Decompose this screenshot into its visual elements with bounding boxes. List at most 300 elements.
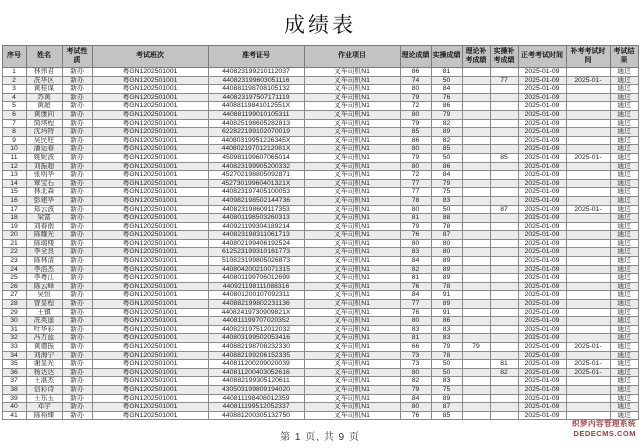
cell: 2025-01-09 — [518, 257, 566, 266]
cell: 79 — [400, 222, 431, 231]
cell: 吴民柱 — [26, 136, 62, 145]
cell: 叉车司机N1 — [304, 394, 400, 403]
cell: 91 — [431, 291, 462, 300]
cell: 85 — [431, 145, 462, 154]
cell: 50 — [431, 76, 462, 85]
cell: 邓宇 — [26, 403, 62, 412]
cell: 新办 — [62, 377, 92, 386]
cell: 叉车司机N1 — [304, 317, 400, 326]
cell — [566, 136, 610, 145]
cell: 44080319951226345X — [208, 136, 304, 145]
cell: 粤GN1202501001 — [92, 171, 208, 180]
cell: 新办 — [62, 76, 92, 85]
cell: 44082419730909821X — [208, 308, 304, 317]
cell — [462, 403, 490, 412]
header-row — [2, 46, 638, 68]
cell: 2025-01- — [566, 368, 610, 377]
cell: 粤GN1202501001 — [92, 317, 208, 326]
cell — [462, 205, 490, 214]
score-table — [2, 45, 639, 420]
cell: 82 — [431, 119, 462, 128]
cell: 50 — [431, 368, 462, 377]
cell: 440823198311061713 — [208, 231, 304, 240]
cell: 简琪程 — [26, 119, 62, 128]
cell: 叉车司机N1 — [304, 171, 400, 180]
cell: 79 — [400, 385, 431, 394]
cell: 王镇 — [26, 308, 62, 317]
table-row — [2, 334, 638, 343]
cell: 新办 — [62, 282, 92, 291]
cell: 叉车司机N1 — [304, 291, 400, 300]
cell — [490, 222, 518, 231]
cell: 80 — [431, 248, 462, 257]
cell: 新办 — [62, 317, 92, 326]
cell: 82 — [490, 368, 518, 377]
column-header: 考试结果 — [610, 46, 638, 68]
table-row — [2, 231, 638, 240]
cell: 新办 — [62, 85, 92, 94]
cell: 叉车司机N1 — [304, 162, 400, 171]
cell — [566, 265, 610, 274]
column-header: 正考考试时间 — [518, 46, 566, 68]
cell: 粤GN1202501001 — [92, 274, 208, 283]
cell: 叉车司机N1 — [304, 136, 400, 145]
cell: 80 — [400, 110, 431, 119]
cell — [490, 325, 518, 334]
cell: 通过 — [610, 179, 638, 188]
cell — [566, 102, 610, 111]
cell: 7 — [2, 119, 26, 128]
cell — [566, 300, 610, 309]
cell — [490, 231, 518, 240]
column-header: 姓名 — [26, 46, 62, 68]
table-row — [2, 274, 638, 283]
cell: 粤GN1202501001 — [92, 205, 208, 214]
cell: 5 — [2, 102, 26, 111]
page-title: 成绩表 — [284, 13, 356, 37]
table-row — [2, 162, 638, 171]
cell: 2025-01-09 — [518, 196, 566, 205]
cell: 440803199502053416 — [208, 334, 304, 343]
cell: 2025-01-09 — [518, 291, 566, 300]
cell: 通过 — [610, 351, 638, 360]
cell: 新办 — [62, 351, 92, 360]
cell: 2025-01-09 — [518, 239, 566, 248]
cell: 440823197507171119 — [208, 93, 304, 102]
cell: 冯万蓝 — [26, 334, 62, 343]
cell: 2025-01-09 — [518, 343, 566, 352]
cell: 81 — [431, 68, 462, 77]
cell: 通过 — [610, 196, 638, 205]
cell: 2025-01- — [566, 205, 610, 214]
cell: 2025-01-09 — [518, 162, 566, 171]
cell: 440811199707020352 — [208, 317, 304, 326]
cell: 粤GN1202501001 — [92, 196, 208, 205]
table-row — [2, 76, 638, 85]
cell: 78 — [400, 196, 431, 205]
cell: 2025-01-09 — [518, 265, 566, 274]
cell: 2025-01-09 — [518, 136, 566, 145]
cell — [490, 394, 518, 403]
cell: 440811200209020039 — [208, 360, 304, 369]
cell: 叉车司机N1 — [304, 205, 400, 214]
cell: 2025-01-09 — [518, 394, 566, 403]
cell: 86 — [400, 68, 431, 77]
cell: 粤GN1202501001 — [92, 257, 208, 266]
cell — [490, 403, 518, 412]
cell: 30 — [2, 317, 26, 326]
cell — [490, 188, 518, 197]
cell — [462, 265, 490, 274]
cell — [566, 179, 610, 188]
cell: 6 — [2, 110, 26, 119]
cell: 新办 — [62, 214, 92, 223]
cell: 冼华区 — [26, 76, 62, 85]
cell: 新办 — [62, 93, 92, 102]
cell: 叉车司机N1 — [304, 76, 400, 85]
cell: 新办 — [62, 136, 92, 145]
cell — [490, 282, 518, 291]
cell: 83 — [431, 196, 462, 205]
cell: 450981199607065014 — [208, 153, 304, 162]
cell: 87 — [431, 403, 462, 412]
table-row — [2, 179, 638, 188]
table-row — [2, 368, 638, 377]
cell — [566, 214, 610, 223]
cell: 粤GN1202501001 — [92, 214, 208, 223]
cell: 2025-01-09 — [518, 351, 566, 360]
cell — [462, 385, 490, 394]
cell — [490, 248, 518, 257]
cell: 叉车司机N1 — [304, 248, 400, 257]
cell: 新办 — [62, 110, 92, 119]
cell: 通过 — [610, 291, 638, 300]
cell: 80 — [400, 205, 431, 214]
cell — [490, 239, 518, 248]
table-row — [2, 171, 638, 180]
cell: 新办 — [62, 308, 92, 317]
cell: 440881200305132750 — [208, 411, 304, 420]
cell — [462, 179, 490, 188]
cell: 440982198502144736 — [208, 196, 304, 205]
cell — [462, 85, 490, 94]
cell: 叉车司机N1 — [304, 351, 400, 360]
cell: 440801198503260313 — [208, 214, 304, 223]
cell: 新办 — [62, 325, 92, 334]
cell: 2025-01- — [566, 76, 610, 85]
cell — [462, 317, 490, 326]
cell: 通过 — [610, 317, 638, 326]
cell: 26 — [2, 282, 26, 291]
cell: 440823199905200332 — [208, 162, 304, 171]
cell: 12 — [2, 162, 26, 171]
cell — [490, 145, 518, 154]
cell: 440802199406192524 — [208, 239, 304, 248]
cell: 510823199805026873 — [208, 257, 304, 266]
cell: 叉车司机N1 — [304, 377, 400, 386]
cell — [490, 265, 518, 274]
cell: 叉车司机N1 — [304, 128, 400, 137]
cell — [566, 274, 610, 283]
cell: 84 — [400, 257, 431, 266]
cell: 通过 — [610, 76, 638, 85]
cell: 2025-01-09 — [518, 68, 566, 77]
cell: 440881199010105311 — [208, 110, 304, 119]
cell: 18 — [2, 214, 26, 223]
cell: 粤GN1202501001 — [92, 265, 208, 274]
cell: 84 — [400, 394, 431, 403]
table-row — [2, 265, 638, 274]
cell — [462, 291, 490, 300]
cell — [490, 274, 518, 283]
cell — [490, 162, 518, 171]
cell: 新办 — [62, 257, 92, 266]
cell: 刘海宁 — [26, 351, 62, 360]
cell: 叉车司机N1 — [304, 222, 400, 231]
cell: 通过 — [610, 85, 638, 94]
cell — [490, 102, 518, 111]
cell: 新办 — [62, 368, 92, 377]
column-header: 理论补考成绩 — [462, 46, 490, 68]
cell: 32 — [2, 334, 26, 343]
cell — [490, 196, 518, 205]
cell: 28 — [2, 300, 26, 309]
cell — [566, 291, 610, 300]
cell: 粤GN1202501001 — [92, 119, 208, 128]
cell — [566, 162, 610, 171]
cell — [462, 239, 490, 248]
cell: 3 — [2, 85, 26, 94]
cell: 曾显程 — [26, 300, 62, 309]
cell: 新办 — [62, 68, 92, 77]
column-header: 准考证号 — [208, 46, 304, 68]
table-row — [2, 205, 638, 214]
cell: 72 — [400, 171, 431, 180]
cell — [462, 368, 490, 377]
cell: 王东玉 — [26, 394, 62, 403]
cell: 新办 — [62, 403, 92, 412]
cell: 新办 — [62, 248, 92, 257]
cell: 粤GN1202501001 — [92, 231, 208, 240]
cell: 440882199802231136 — [208, 300, 304, 309]
table-row — [2, 153, 638, 162]
cell: 80 — [431, 239, 462, 248]
cell: 2025-01-09 — [518, 360, 566, 369]
cell — [490, 68, 518, 77]
cell — [462, 102, 490, 111]
cell: 粤GN1202501001 — [92, 145, 208, 154]
cell: 新办 — [62, 153, 92, 162]
cell: 通过 — [610, 214, 638, 223]
cell — [490, 300, 518, 309]
cell — [462, 76, 490, 85]
cell: 沈玛特 — [26, 128, 62, 137]
cell: 叉车司机N1 — [304, 308, 400, 317]
cell: 78 — [431, 282, 462, 291]
cell: 76 — [431, 93, 462, 102]
cell: 430503199809194020 — [208, 385, 304, 394]
cell: 81 — [490, 360, 518, 369]
cell: 2025-01-09 — [518, 119, 566, 128]
cell — [462, 257, 490, 266]
cell: 440823197512012032 — [208, 325, 304, 334]
cell: 2025-01- — [566, 343, 610, 352]
cell: 29 — [2, 308, 26, 317]
cell: 79 — [400, 153, 431, 162]
cell: 86 — [431, 102, 462, 111]
cell — [490, 343, 518, 352]
cell: 粤GN1202501001 — [92, 291, 208, 300]
cell: 新办 — [62, 119, 92, 128]
cell: 80 — [400, 317, 431, 326]
table-row — [2, 222, 638, 231]
cell: 82 — [400, 265, 431, 274]
cell: 2025-01-09 — [518, 274, 566, 283]
cell: 81 — [400, 334, 431, 343]
table-row — [2, 300, 638, 309]
cell: 梁富 — [26, 214, 62, 223]
cell — [490, 385, 518, 394]
cell: 622822199102070019 — [208, 128, 304, 137]
cell: 83 — [431, 325, 462, 334]
cell — [462, 300, 490, 309]
cell: 77 — [400, 179, 431, 188]
cell — [566, 93, 610, 102]
cell: 粤GN1202501001 — [92, 110, 208, 119]
cell: 通过 — [610, 162, 638, 171]
cell: 潘运春 — [26, 145, 62, 154]
cell: 89 — [431, 265, 462, 274]
cell: 83 — [431, 334, 462, 343]
cell: 2025-01-09 — [518, 171, 566, 180]
cell: 82 — [431, 136, 462, 145]
cell: 14 — [2, 179, 26, 188]
cell — [490, 128, 518, 137]
cell: 粤GN1202501001 — [92, 136, 208, 145]
cell — [566, 239, 610, 248]
cell: 粤GN1202501001 — [92, 351, 208, 360]
cell — [462, 188, 490, 197]
cell: 440801200107092311 — [208, 291, 304, 300]
cell: 84 — [431, 85, 462, 94]
cell: 黄桂谋 — [26, 85, 62, 94]
cell: 76 — [400, 231, 431, 240]
cell: 通过 — [610, 153, 638, 162]
cell: 新办 — [62, 334, 92, 343]
cell: 粤GN1202501001 — [92, 403, 208, 412]
cell: 新办 — [62, 171, 92, 180]
cell — [462, 248, 490, 257]
cell: 叉车司机N1 — [304, 265, 400, 274]
cell: 2025-01-09 — [518, 377, 566, 386]
cell: 通过 — [610, 300, 638, 309]
table-row — [2, 317, 638, 326]
cell: 叉车司机N1 — [304, 153, 400, 162]
cell: 新办 — [62, 196, 92, 205]
cell — [462, 119, 490, 128]
cell: 通过 — [610, 248, 638, 257]
cell: 27 — [2, 291, 26, 300]
cell: 新办 — [62, 179, 92, 188]
cell: 粤GN1202501001 — [92, 282, 208, 291]
table-row — [2, 308, 638, 317]
cell: 31 — [2, 325, 26, 334]
cell: 38 — [2, 385, 26, 394]
cell — [490, 291, 518, 300]
cell: 通过 — [610, 188, 638, 197]
cell: 2025-01-09 — [518, 85, 566, 94]
cell — [490, 317, 518, 326]
cell — [490, 377, 518, 386]
cell: 苏黄 — [26, 93, 62, 102]
cell: 通过 — [610, 222, 638, 231]
cell: 2025-01-09 — [518, 368, 566, 377]
cell: 91 — [431, 308, 462, 317]
cell: 粤GN1202501001 — [92, 93, 208, 102]
cell: 叉车司机N1 — [304, 145, 400, 154]
cell: 78 — [431, 351, 462, 360]
cell: 73 — [400, 360, 431, 369]
cell: 粤GN1202501001 — [92, 368, 208, 377]
cell: 77 — [490, 76, 518, 85]
column-header: 考试班次 — [92, 46, 208, 68]
cell: 新办 — [62, 162, 92, 171]
cell: 通过 — [610, 360, 638, 369]
cell: 叉车司机N1 — [304, 93, 400, 102]
cell: 22 — [2, 248, 26, 257]
table-row — [2, 110, 638, 119]
cell: 新办 — [62, 394, 92, 403]
cell: 粤GN1202501001 — [92, 128, 208, 137]
cell: 73 — [400, 351, 431, 360]
cell: 76 — [400, 282, 431, 291]
cell: 新办 — [62, 300, 92, 309]
cell: 粤GN1202501001 — [92, 411, 208, 420]
cell — [462, 308, 490, 317]
cell: 2025-01-09 — [518, 205, 566, 214]
table-row — [2, 239, 638, 248]
cell: 粤GN1202501001 — [92, 385, 208, 394]
cell: 叉车司机N1 — [304, 385, 400, 394]
table-row — [2, 214, 638, 223]
cell: 林北森 — [26, 188, 62, 197]
cell: 33 — [2, 343, 26, 352]
cell: 叉车司机N1 — [304, 85, 400, 94]
cell: 通过 — [610, 102, 638, 111]
cell: 通过 — [610, 68, 638, 77]
column-header: 序号 — [2, 46, 26, 68]
cell: 粤GN1202501001 — [92, 377, 208, 386]
cell — [566, 188, 610, 197]
cell: 75 — [431, 385, 462, 394]
cell: 叶华彩 — [26, 325, 62, 334]
cell — [490, 351, 518, 360]
cell: 2025-01-09 — [518, 214, 566, 223]
cell: 440804200210071315 — [208, 265, 304, 274]
cell: 2025-01-09 — [518, 411, 566, 420]
cell: 2025-01-09 — [518, 153, 566, 162]
cell: 440811198408012359 — [208, 394, 304, 403]
cell — [462, 214, 490, 223]
cell — [462, 162, 490, 171]
cell: 20 — [2, 231, 26, 240]
cell: 叉车司机N1 — [304, 179, 400, 188]
cell: 通过 — [610, 93, 638, 102]
cell: 2025-01-09 — [518, 325, 566, 334]
table-row — [2, 136, 638, 145]
cell: 2025-01-09 — [518, 188, 566, 197]
cell: 粤GN1202501001 — [92, 162, 208, 171]
